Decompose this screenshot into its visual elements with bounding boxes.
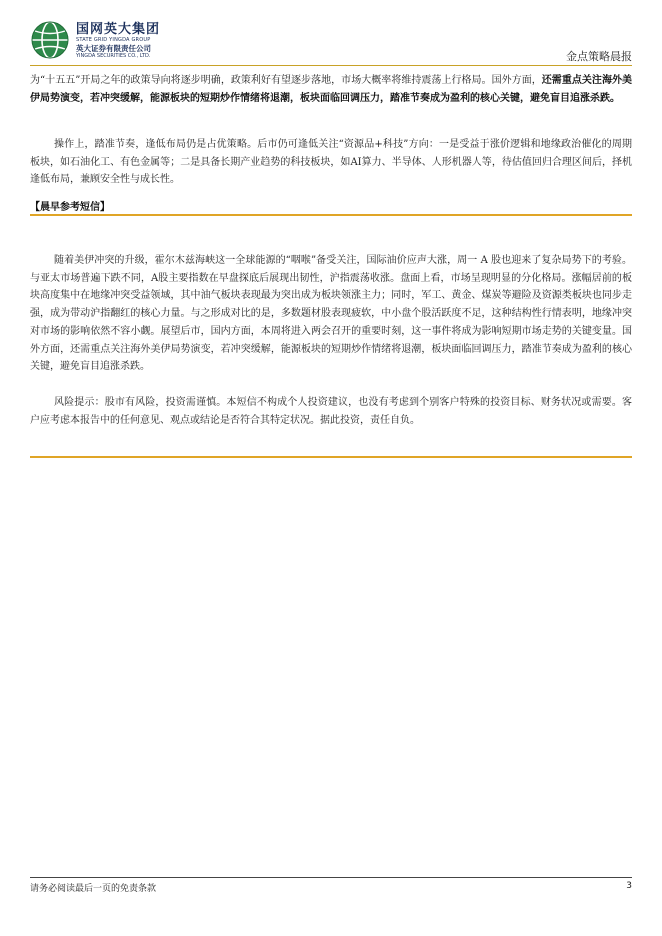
section-bottom-divider xyxy=(30,456,632,458)
sms-paragraph: 随着美伊冲突的升级，霍尔木兹海峡这一全球能源的“咽喉”备受关注，国际油价应声大涨，周一 A 股也迎来了复杂局势下的考验。与亚太市场普遍下跌不同，A股主要指数在早盘探底后展现出韧性，沪指震荡收涨。盘面上看，市场呈现明显的分化格局。涨幅居前的板块高度集中在地缘冲突受益领域，其中油气板块表现最为突出成为板块领涨主力；同时，军工、黄金、煤炭等避险及资源类板块也同步走强，成为带动沪指翻红的核心力量。与之形成对比的是，多数题材股表现疲软，中小盘个股活跃度不足，这种结构性行情表明，地缘冲突对市场的影响依然不容小觑。展望后市，国内方面，本周将进入两会召开的重要时刻，这一事件将成为影响短期市场走势的关键变量。国外方面，还需重点关注海外美伊局势演变，若冲突缓解，能源板块的短期炒作情绪将退潮，板块面临回调压力，踏准节奏成为盈利的核心关键，避免盲目追涨杀跌。 xyxy=(30,255,632,373)
subsidiary-name-en: YINGDA SECURITIES CO., LTD. xyxy=(76,53,151,59)
page-number: 3 xyxy=(626,881,632,891)
company-name-en: STATE GRID YINGDA GROUP xyxy=(76,37,151,43)
report-header xyxy=(30,18,632,64)
company-name-cn: 国网英大集团 xyxy=(76,22,161,37)
section-title: 【晨早参考短信】 xyxy=(30,202,110,213)
risk-warning: 风险提示：股市有风险，投资需谨慎。本短信不构成个人投资建议，也没有考虑到个别客户特殊的投资目标、财务状况或需要。客户应考虑本报告中的任何意见、观点或结论是否符合其特定状况。据此投资，责任自负。 xyxy=(30,397,632,426)
paragraph-bold-text: 还需重点关注海外美伊局势演变，若冲突缓解，能源板块的短期炒作情绪将退潮，板块面临回调压力，踏准节奏成为盈利的核心关键，避免盲目追涨杀跌。 xyxy=(30,75,633,104)
state-grid-globe-logo-icon xyxy=(30,20,70,60)
report-title: 金点策略晨报 xyxy=(566,50,632,63)
body-paragraph-2: 操作上，踏准节奏，逢低布局仍是占优策略。后市仍可逢低关注“资源品+科技”方向：一是受益于涨价逻辑和地缘政治催化的周期板块，如石油化工、有色金属等；二是具备长期产业趋势的科技板块，如AI算力、半导体、人形机器人等，待估值回归合理区间后，择机逢低布局，兼顾安全性与成长性。 xyxy=(30,139,632,186)
footer-divider xyxy=(30,877,632,878)
subsidiary-name-cn: 英大证券有限责任公司 xyxy=(76,44,151,53)
paragraph-text: 为“十五五”开局之年的政策导向将逐步明确，政策利好有望逐步落地，市场大概率将维持震荡上行格局。国外方面， xyxy=(30,75,542,86)
footer-disclaimer: 请务必阅读最后一页的免责条款 xyxy=(30,884,157,894)
company-name-block xyxy=(76,22,160,60)
section-top-divider xyxy=(30,214,632,216)
header-divider xyxy=(30,65,632,66)
body-paragraph-1 xyxy=(30,72,632,107)
